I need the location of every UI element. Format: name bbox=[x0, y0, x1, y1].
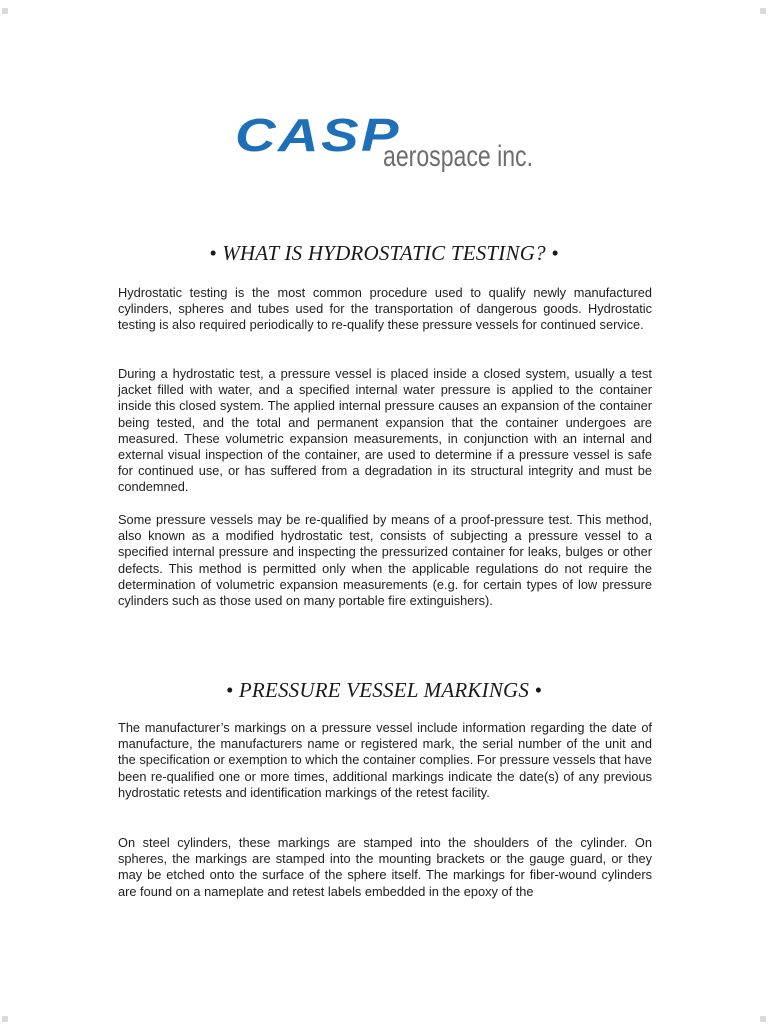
section-heading-pressure-vessel-markings: • PRESSURE VESSEL MARKINGS • bbox=[225, 678, 543, 702]
corner-mark bbox=[760, 8, 766, 14]
corner-mark bbox=[2, 1016, 8, 1022]
paragraph: During a hydrostatic test, a pressure vessel is placed inside a closed system, usually a test jacket filled with water, and a specified internal water pressure is applied to the container inside this closed system. The applied internal pressure causes an expansion of the container being tested, and the total and permanent expansion that the container undergoes are measured. These volumetric expansion measurements, in conjunction with an internal and external visual inspection of the container, are used to determine if a pressure vessel is safe for continued use, or has suffered from a degradation in its structural integrity and must be condemned. bbox=[118, 366, 652, 495]
paragraph: Some pressure vessels may be re-qualified by means of a proof-pressure test. This method, also known as a modified hydrostatic test, consists of subjecting a pressure vessel to a specified internal pressure and inspecting the pressurized container for leaks, bulges or other defects. This method is permitted only when the applicable regulations do not require the determination of volumetric expansion measurements (e.g. for certain types of low pressure cylinders such as those used on many portable fire extinguishers). bbox=[118, 512, 652, 609]
paragraph: On steel cylinders, these markings are stamped into the shoulders of the cylinder. On spheres, the markings are stamped into the mounting brackets or the gauge guard, or they may be etched onto the surface of the sphere itself. The markings for fiber-wound cylinders are found on a nameplate and retest labels embedded in the epoxy of the bbox=[118, 835, 652, 899]
paragraph: Hydrostatic testing is the most common procedure used to qualify newly manufactured cylinders, spheres and tubes used for the transportation of dangerous goods. Hydrostatic testing is also required periodically to re-qualify these pressure vessels for continued service. bbox=[118, 285, 652, 333]
paragraph: The manufacturer’s markings on a pressure vessel include information regarding the date of manufacture, the manufacturers name or registered mark, the serial number of the unit and the specification or exemption to which the container complies. For pressure vessels that have been re-qualified one or more times, additional markings indicate the date(s) of any previous hydrostatic retests and identification markings of the retest facility. bbox=[118, 720, 652, 800]
logo-brand-text: CASP bbox=[235, 109, 401, 161]
corner-mark bbox=[2, 8, 8, 14]
corner-mark bbox=[760, 1016, 766, 1022]
casp-aerospace-logo bbox=[233, 109, 543, 178]
section-heading-hydrostatic-testing: • WHAT IS HYDROSTATIC TESTING? • bbox=[209, 241, 559, 265]
logo-suffix-text: aerospace inc. bbox=[383, 140, 533, 173]
